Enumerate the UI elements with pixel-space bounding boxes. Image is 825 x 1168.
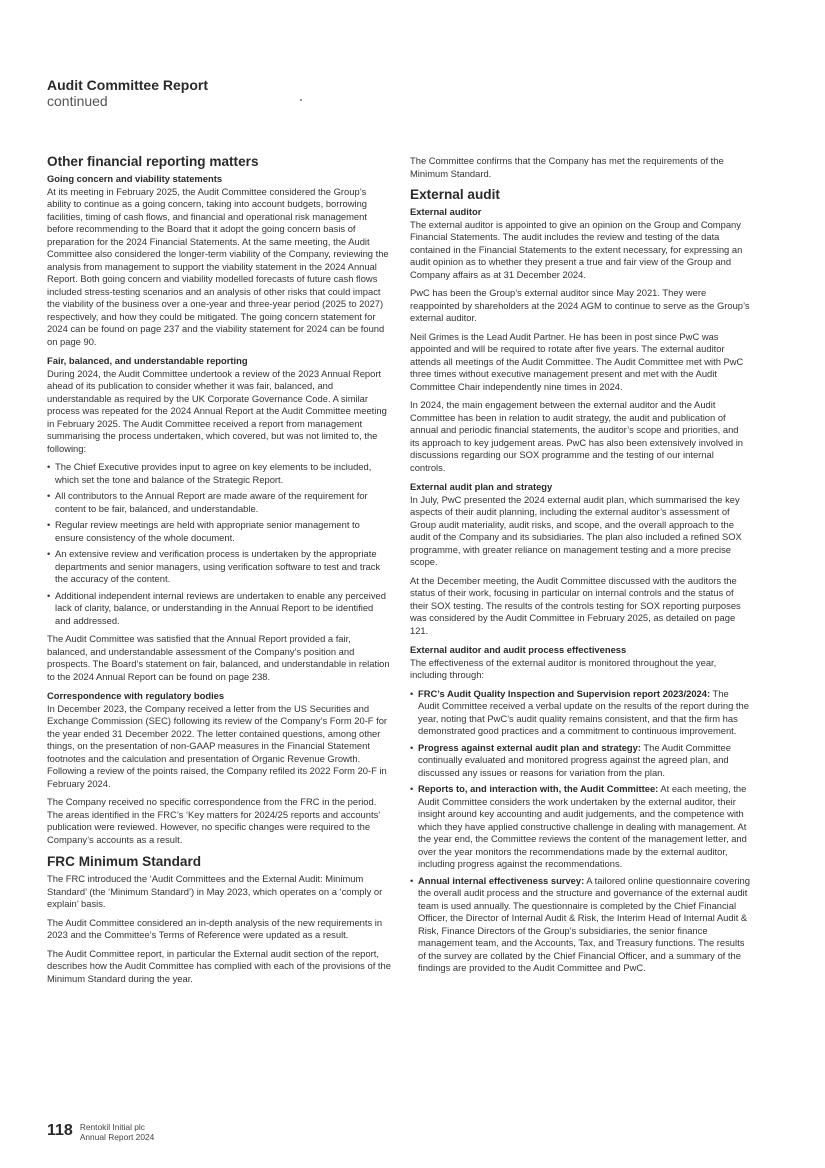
paragraph: PwC has been the Group’s external auditor since May 2021. They were reappointed by shareholders at the 2024 AGM to continue to serve as the Group’s external auditor. [410, 287, 750, 323]
page-subtitle: continued [47, 93, 108, 109]
section-heading-other-financial: Other financial reporting matters [47, 154, 259, 169]
list-item-text: The Audit Committee received a verbal update on the results of the report during the year, noting that PwC’s audit quality remains consistent, and that the firm has demonstrated good practices and a commitment to continuous improvement. [418, 687, 749, 736]
subheading-audit-plan: External audit plan and strategy [410, 481, 553, 492]
left-column [47, 153, 391, 991]
list-item-text: At each meeting, the Audit Committee considers the work undertaken by the external auditor, their insight around key accounting and audit judgements, and the competence with which they have applied constructive challenge in dealing with management. At the year end, the Committee reviews the content of the management letter, and over the year monitors the recommendations made by the external auditor, including progress against the recommendations. [418, 783, 747, 869]
list-item [410, 688, 750, 738]
section-heading-frc: FRC Minimum Standard [47, 854, 202, 869]
list-item-lead: FRC’s Audit Quality Inspection and Supervision report 2023/2024: [418, 687, 711, 699]
paragraph: The Committee confirms that the Company has met the requirements of the Minimum Standard. [410, 155, 724, 179]
paragraph: In 2024, the main engagement between the external auditor and the Audit Committee has been in relation to audit strategy, the audit and publication of annual and periodic financial statements, the auditor’s scope and priorities, and its approach to key judgement areas. PwC has also been extensively involved in discussions regarding our SOX programme and the testing of our internal controls. [410, 399, 744, 473]
page-footer [47, 1122, 154, 1142]
paragraph: At its meeting in February 2025, the Audit Committee considered the Group’s ability to continue as a going concern, taking into account budgets, borrowing facilities, timing of cash flows, and financial and operational risk management before recommending to the Board that it adopt the going concern basis of preparation for the 2024 Financial Statements. At the same meeting, the Audit Committee also considered the longer-term viability of the Company, reviewing the analysis from management to support the viability statement in the 2024 Annual Report. Both going concern and viability modelled forecasts of future cash flows included stress-testing scenarios and an analysis of other risks that could impact the viability of the business over a one-year and three-year period (2025 to 2027) respectively, and how they could be mitigated. The going concern statement for 2024 can be found on page 237 and the viability statement for 2024 can be found on page 90. [47, 185, 389, 347]
page-number: 118 [47, 1122, 73, 1139]
list-item-lead: Annual internal effectiveness survey: [418, 874, 585, 886]
paragraph: The Audit Committee report, in particular the External audit section of the report, describes how the Audit Committee has complied with each of the provisions of the Minimum Standard during the year. [47, 947, 391, 984]
subheading-external-auditor: External auditor [410, 206, 482, 217]
paragraph: During 2024, the Audit Committee undertook a review of the 2023 Annual Report ahead of its publication to consider whether it was fair, balanced, and understandable as required by the UK Corporate Governance Code. A similar process was repeated for the 2024 Annual Report at the Audit Committee meeting in February 2025. The Audit Committee received a report from management summarising the process undertaken, which covered, but was not limited to, the following: [47, 367, 387, 454]
list-item [410, 783, 750, 871]
subheading-effectiveness: External auditor and audit process effectiveness [410, 644, 627, 655]
bullet-list [410, 688, 750, 975]
paragraph: The external auditor is appointed to give an opinion on the Group and Company Financial Statements. The audit includes the review and testing of the data contained in the Financial Statements to the extent necessary, for expressing an audit opinion as to whether they present a true and fair view of the Group and Company affairs as at 31 December 2024. [410, 218, 743, 280]
list-item: • An extensive review and verification process is undertaken by the appropriate departments and senior managers, using verification software to test and track the accuracy of the content. [47, 548, 391, 586]
list-item: • All contributors to the Annual Report are made aware of the requirement for content to be fair, balanced, and understandable. [47, 490, 391, 515]
paragraph: The FRC introduced the ‘Audit Committees and the External Audit: Minimum Standard’ (the ‘Minimum Standard’) in May 2023, which operates on a ‘comply or explain’ basis. [47, 873, 383, 909]
subheading-going-concern: Going concern and viability statements [47, 173, 223, 184]
subheading-correspondence: Correspondence with regulatory bodies [47, 690, 225, 701]
list-item [410, 875, 750, 975]
paragraph: The effectiveness of the external auditor is monitored throughout the year, including through: [410, 656, 717, 680]
list-item-text: The Audit Committee continually evaluated and monitored progress against the agreed plan, and discussed any issues or reasons for variation from the plan. [418, 741, 731, 778]
paragraph: At the December meeting, the Audit Committee discussed with the auditors the status of their work, focusing in particular on internal controls and the status of their SOX testing. The results of the controls testing for SOX reporting purposes was considered by the Audit Committee in February 2025, as detailed on page 121. [410, 574, 741, 636]
paragraph: In July, PwC presented the 2024 external audit plan, which summarised the key aspects of their audit planning, including the external auditor’s assessment of Group audit materiality, audit risks, and scope, and the overall approach to the audit of the Company and its subsidiaries. The plan also included a refined SOX programme, with greater reliance on management testing and a more precise scope. [410, 493, 742, 567]
stray-dot [300, 99, 302, 101]
right-column [410, 155, 750, 981]
paragraph: In December 2023, the Company received a letter from the US Securities and Exchange Commission (SEC) following its review of the Company’s Form 20-F for the year ended 31 December 2022. The letter contained questions, among other things, on the presentation of non-GAAP measures in the Financial Statement footnotes and the calculation and presentation of Organic Revenue Growth. Following a review of the points raised, the Company refiled its 2022 Form 20-F in February 2024. [47, 702, 388, 789]
footer-text [80, 1122, 155, 1142]
bullet-list [47, 461, 391, 627]
paragraph: The Audit Committee considered an in-depth analysis of the new requirements in 2023 and the Committee’s Terms of Reference were updated as a result. [47, 916, 383, 940]
list-item [410, 742, 750, 780]
paragraph: The Company received no specific correspondence from the FRC in the period. The areas identified in the FRC’s ‘Key matters for 2024/25 reports and accounts’ publication were reviewed. However, no specific changes were required to the Company’s accounts as a result. [47, 796, 380, 845]
paragraph: Neil Grimes is the Lead Audit Partner. He has been in post since PwC was appointed and will be required to rotate after five years. The external auditor attends all meetings of the Audit Committee. The Audit Committee met with PwC three times without executive management present and met with the Audit Committee Chair independently nine times in 2024. [410, 330, 744, 392]
list-item: • Regular review meetings are held with appropriate senior management to ensure consistency of the whole document. [47, 519, 391, 544]
page-title: Audit Committee Report [47, 77, 208, 93]
footer-report: Annual Report 2024 [79, 1132, 155, 1142]
subheading-fair-balanced: Fair, balanced, and understandable reporting [47, 355, 248, 366]
list-item-text: A tailored online questionnaire covering the overall audit process and the structure and governance of the external audit team is used annually. The questionnaire is completed by the Chief Financial Officer, the Director of Internal Audit & Risk, the Interim Head of Internal Audit & Risk, Finance Directors of the Group’s subsidiaries, the senior finance management team, and the Accounts, Tax, and Treasury functions. The results of the survey are collated by the Chief Financial Officer, and a summary of the findings are provided to the Audit Committee and PwC. [418, 874, 750, 973]
list-item: • The Chief Executive provides input to agree on key elements to be included, which set the tone and balance of the Strategic Report. [47, 461, 391, 486]
paragraph: The Audit Committee was satisfied that the Annual Report provided a fair, balanced, and understandable assessment of the Company’s position and prospects. The Board’s statement on fair, balanced, and understandable in relation to the 2024 Annual Report can be found on page 238. [47, 633, 390, 682]
list-item-lead: Reports to, and interaction with, the Audit Committee: [418, 783, 659, 794]
footer-company: Rentokil Initial plc [79, 1122, 145, 1132]
page-header [47, 77, 208, 110]
list-item: • Additional independent internal reviews are undertaken to enable any perceived lack of clarity, balance, or understanding in the Annual Report to be identified and addressed. [47, 590, 391, 628]
section-heading-external-audit: External audit [410, 187, 500, 202]
list-item-lead: Progress against external audit plan and strategy: [418, 741, 641, 753]
